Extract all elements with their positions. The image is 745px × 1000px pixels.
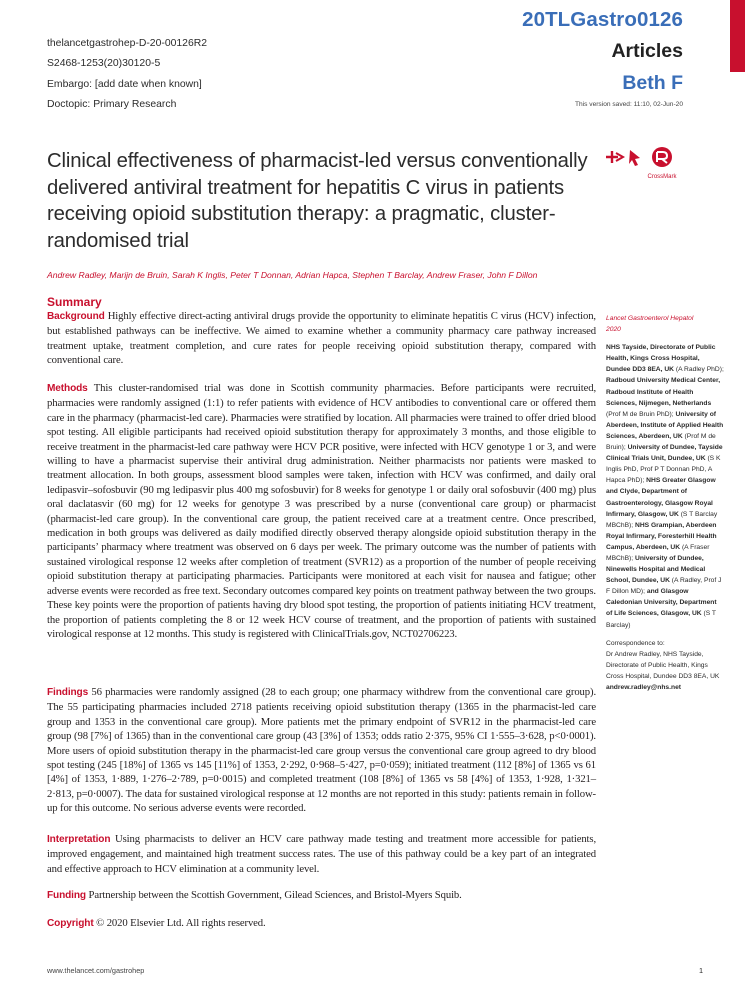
sidebar-affiliations — [606, 313, 724, 693]
author-list: Andrew Radley, Marijn de Bruin, Sarah K Inglis, Peter T Donnan, Adrian Hapca, Stephen T Barclay, Andrew Fraser, John F Dillon — [47, 270, 538, 280]
crossmark-label: CrossMark — [647, 174, 677, 180]
affiliation-3: University of Aberdeen, Institute of Applied Health Sciences, Aberdeen, UK — [606, 410, 724, 440]
affiliation-7: University of Dundee, Ninewells Hospital and Medical School, Dundee, UK — [606, 554, 706, 585]
journal-color-bar — [730, 0, 745, 72]
affiliation-8: and Glasgow Caledonian University, Department of Life Sciences, Glasgow, UK — [606, 588, 717, 618]
article-title: Clinical effectiveness of pharmacist-led versus conventionally delivered antiviral treatment for hepatitis C virus in patients receiving opioid substitution therapy: a pragmatic, cluster-randomised trial — [47, 150, 588, 252]
correspondence-email[interactable]: andrew.radley@nhs.net — [606, 684, 682, 691]
affiliation-3-names: (Prof M de Bruin); — [606, 432, 716, 452]
affiliation-7-names: (A Radley, Prof J F Dillon MD); — [606, 577, 722, 596]
page-number: 1 — [699, 966, 704, 975]
affiliation-4: University of Dundee, Tayside Clinical Trials Unit, Dundee, UK — [606, 444, 723, 463]
summary-heading: Summary — [47, 295, 102, 309]
findings-label: Findings — [47, 687, 89, 698]
interpretation-label: Interpretation — [47, 834, 111, 845]
copyright-label: Copyright — [47, 918, 94, 929]
correspondence-label: Correspondence to: — [606, 639, 665, 647]
affiliation-4-names: (S K Inglis PhD, Prof P T Donnan PhD, A Hapca PhD); — [606, 455, 721, 485]
saved-timestamp: This version saved: 11:10, 02-Jun-20 — [574, 101, 683, 108]
abstract-methods — [47, 381, 596, 641]
methods-text: This cluster-randomised trial was done in Scottish community pharmacies. Before participants were recruited, pharmacies were randomly assigned (1:1) to refer patients with evidence of HCV antibodies to conventional care or offered them care in the pharmacy (pharmacist-led care). Pharmacies were stratified by location. All pharmacies were trained to offer dried blood spot testing. All eligible participants had received opioid substitution therapy for approximately 3 months, and those eligible to receive treatment in the pharmacist-led care pathway were HCV PCR positive, were infected with HCV genotype 1 or 3, and were willing to have a pharmacist supervise their antiviral drug administration. Neither pharmacists nor patients were masked to treatment allocation. In both groups, assessment blood samples were taken, infection with HCV was confirmed, and daily oral ledipasvir–sofosbuvir (90 mg ledipasvir plus 400 mg sofosbuvir) for 8 weeks for genotype 1 or daily oral sofosbuvir (400 mg) plus oral daclatasvir (60 mg) for 12 weeks for genotype 3 was prescribed by a nurse (conventional care group) or pharmacist (pharmacist-led care group). In the conventional care group, the patient received care at a treatment centre. Once prescribed, medication in both groups was delivered as daily modified directly observed therapy alongside opioid substitution therapy in the participants’ pharmacy where treatment was observed on 6 days per week. The primary outcome was the number of patients with sustained virological response 12 weeks after completion of treatment (SVR12) as a proportion of the number of people receiving opioid substitution therapy at participating pharmacies. Participants were monitored at each visit for nausea and fatigue; other adverse events were recorded as free text. Secondary outcomes compared key points on treatment pathway between the two groups. These key points were the proportion of patients having dry blood spot testing, the proportion of patients initiating HCV treatment, the proportion of patients completing the 8 or 12 week HCV course of treatment, and the proportion of patients with sustained virological response at 12 months. This study is registered with ClinicalTrials.gov, NCT02706223. — [47, 382, 597, 640]
journal-year: 2020 — [606, 326, 621, 334]
methods-label: Methods — [47, 383, 88, 394]
affiliation-5-names: (S T Barclay MBChB); — [606, 510, 718, 529]
interpretation-text: Using pharmacists to deliver an HCV care pathway made testing and treatment more accessible for patients, improved engagement, and maintained high treatment success rates. The use of this pathway could be a key part of an integrated and effective approach to HCV elimination at a community level. — [47, 833, 596, 875]
editor-tag: Beth F — [622, 72, 683, 94]
affiliation-8-names: (S T Barclay) — [606, 610, 716, 629]
background-label: Background — [47, 311, 105, 322]
affiliations — [606, 342, 724, 630]
manuscript-id: thelancetgastrohep-D-20-00126R2 — [47, 38, 208, 49]
funding-text: Partnership between the Scottish Government, Gilead Sciences, and Bristol-Myers Squib. — [88, 889, 462, 901]
doctopic: Doctopic: Primary Research — [47, 99, 177, 111]
affiliation-5: NHS Greater Glasgow and Clyde, Department of Gastroenterology, Glasgow Royal Infirmary, Glasgow, UK — [606, 477, 716, 518]
crossmark-icon — [606, 147, 672, 167]
affiliation-1-names: (A Radley PhD); — [675, 366, 724, 374]
abstract-copyright — [47, 916, 596, 931]
abstract-findings — [47, 685, 596, 816]
section-label: Articles — [611, 40, 683, 62]
findings-text: 56 pharmacies were randomly assigned (28 to each group; one pharmacy withdrew from the conventional care group). The 55 participating pharmacies included 2718 patients receiving opioid substitution therapy (1365 in the pharmacist-led care group and 1353 in the conventional care group). More patients met the primary endpoint of SVR12 in the pharmacist-led care group (98 [7%] of 1365) than in the conventional care group (43 [3%] of 1353; odds ratio 2·375, 95% CI 1·555–3·628, p<0·0001). More users of opioid substitution therapy in the pharmacist-led care group versus the conventional care group agreed to dry blood spot testing (245 [18%] of 1365 vs 145 [11%] of 1353, 2·292, 0·968–5·427, p=0·059); initiated treatment (112 [8%] of 1365 vs 61 [4%] of 1353, 1·889, 1·276–2·789, p=0·0015) and completed treatment (108 [8%] of 1365 vs 58 [4%] of 1353, 1·928, 1·321–2·813, p=0·0007). The data for sustained virological response at 12 months are not reported in this study: patients remain in follow-up for this outcome. No serious adverse events were recorded. — [47, 686, 596, 815]
journal-name: Lancet Gastroenterol Hepatol — [606, 315, 694, 322]
crossmark-logo[interactable] — [604, 146, 684, 182]
abstract-background — [47, 309, 596, 368]
background-text: Highly effective direct-acting antiviral drugs provide the opportunity to eliminate hepatitis C virus (HCV) infection, but established pathways can be ineffective. We aimed to examine whether a community pharmacy care pathway increased treatment uptake, treatment completion, and cure rates for people receiving opioid substitution therapy, compared with conventional care. — [47, 310, 596, 367]
affiliation-6: NHS Grampian, Aberdeen Royal Infirmary, Foresterhill Health Campus, Aberdeen, UK — [606, 521, 717, 551]
article-code: 20TLGastro0126 — [522, 8, 683, 31]
abstract-funding — [47, 888, 596, 903]
embargo-note: Embargo: [add date when known] — [47, 78, 202, 90]
affiliation-1: NHS Tayside, Directorate of Public Health, Kings Cross Hospital, Dundee DD3 8EA, UK — [606, 344, 716, 374]
doi-code: S2468-1253(20)30120-5 — [47, 58, 161, 70]
funding-label: Funding — [47, 890, 86, 901]
affiliation-2-names: (Prof M de Bruin PhD); — [606, 410, 674, 418]
copyright-text: © 2020 Elsevier Ltd. All rights reserved. — [96, 917, 266, 929]
footer-url[interactable]: www.thelancet.com/gastrohep — [47, 966, 145, 975]
affiliation-2: Radboud University Medical Center, Radboud Institute of Health Sciences, Nijmegen, Netherlands — [606, 377, 721, 407]
abstract-interpretation — [47, 832, 596, 876]
manuscript-metadata — [47, 34, 207, 116]
affiliation-6-names: (A Fraser MBChB); — [606, 543, 710, 562]
correspondence-address: Dr Andrew Radley, NHS Tayside, Directorate of Public Health, Kings Cross Hospital, Dundee DD3 8EA, UK — [606, 650, 720, 680]
